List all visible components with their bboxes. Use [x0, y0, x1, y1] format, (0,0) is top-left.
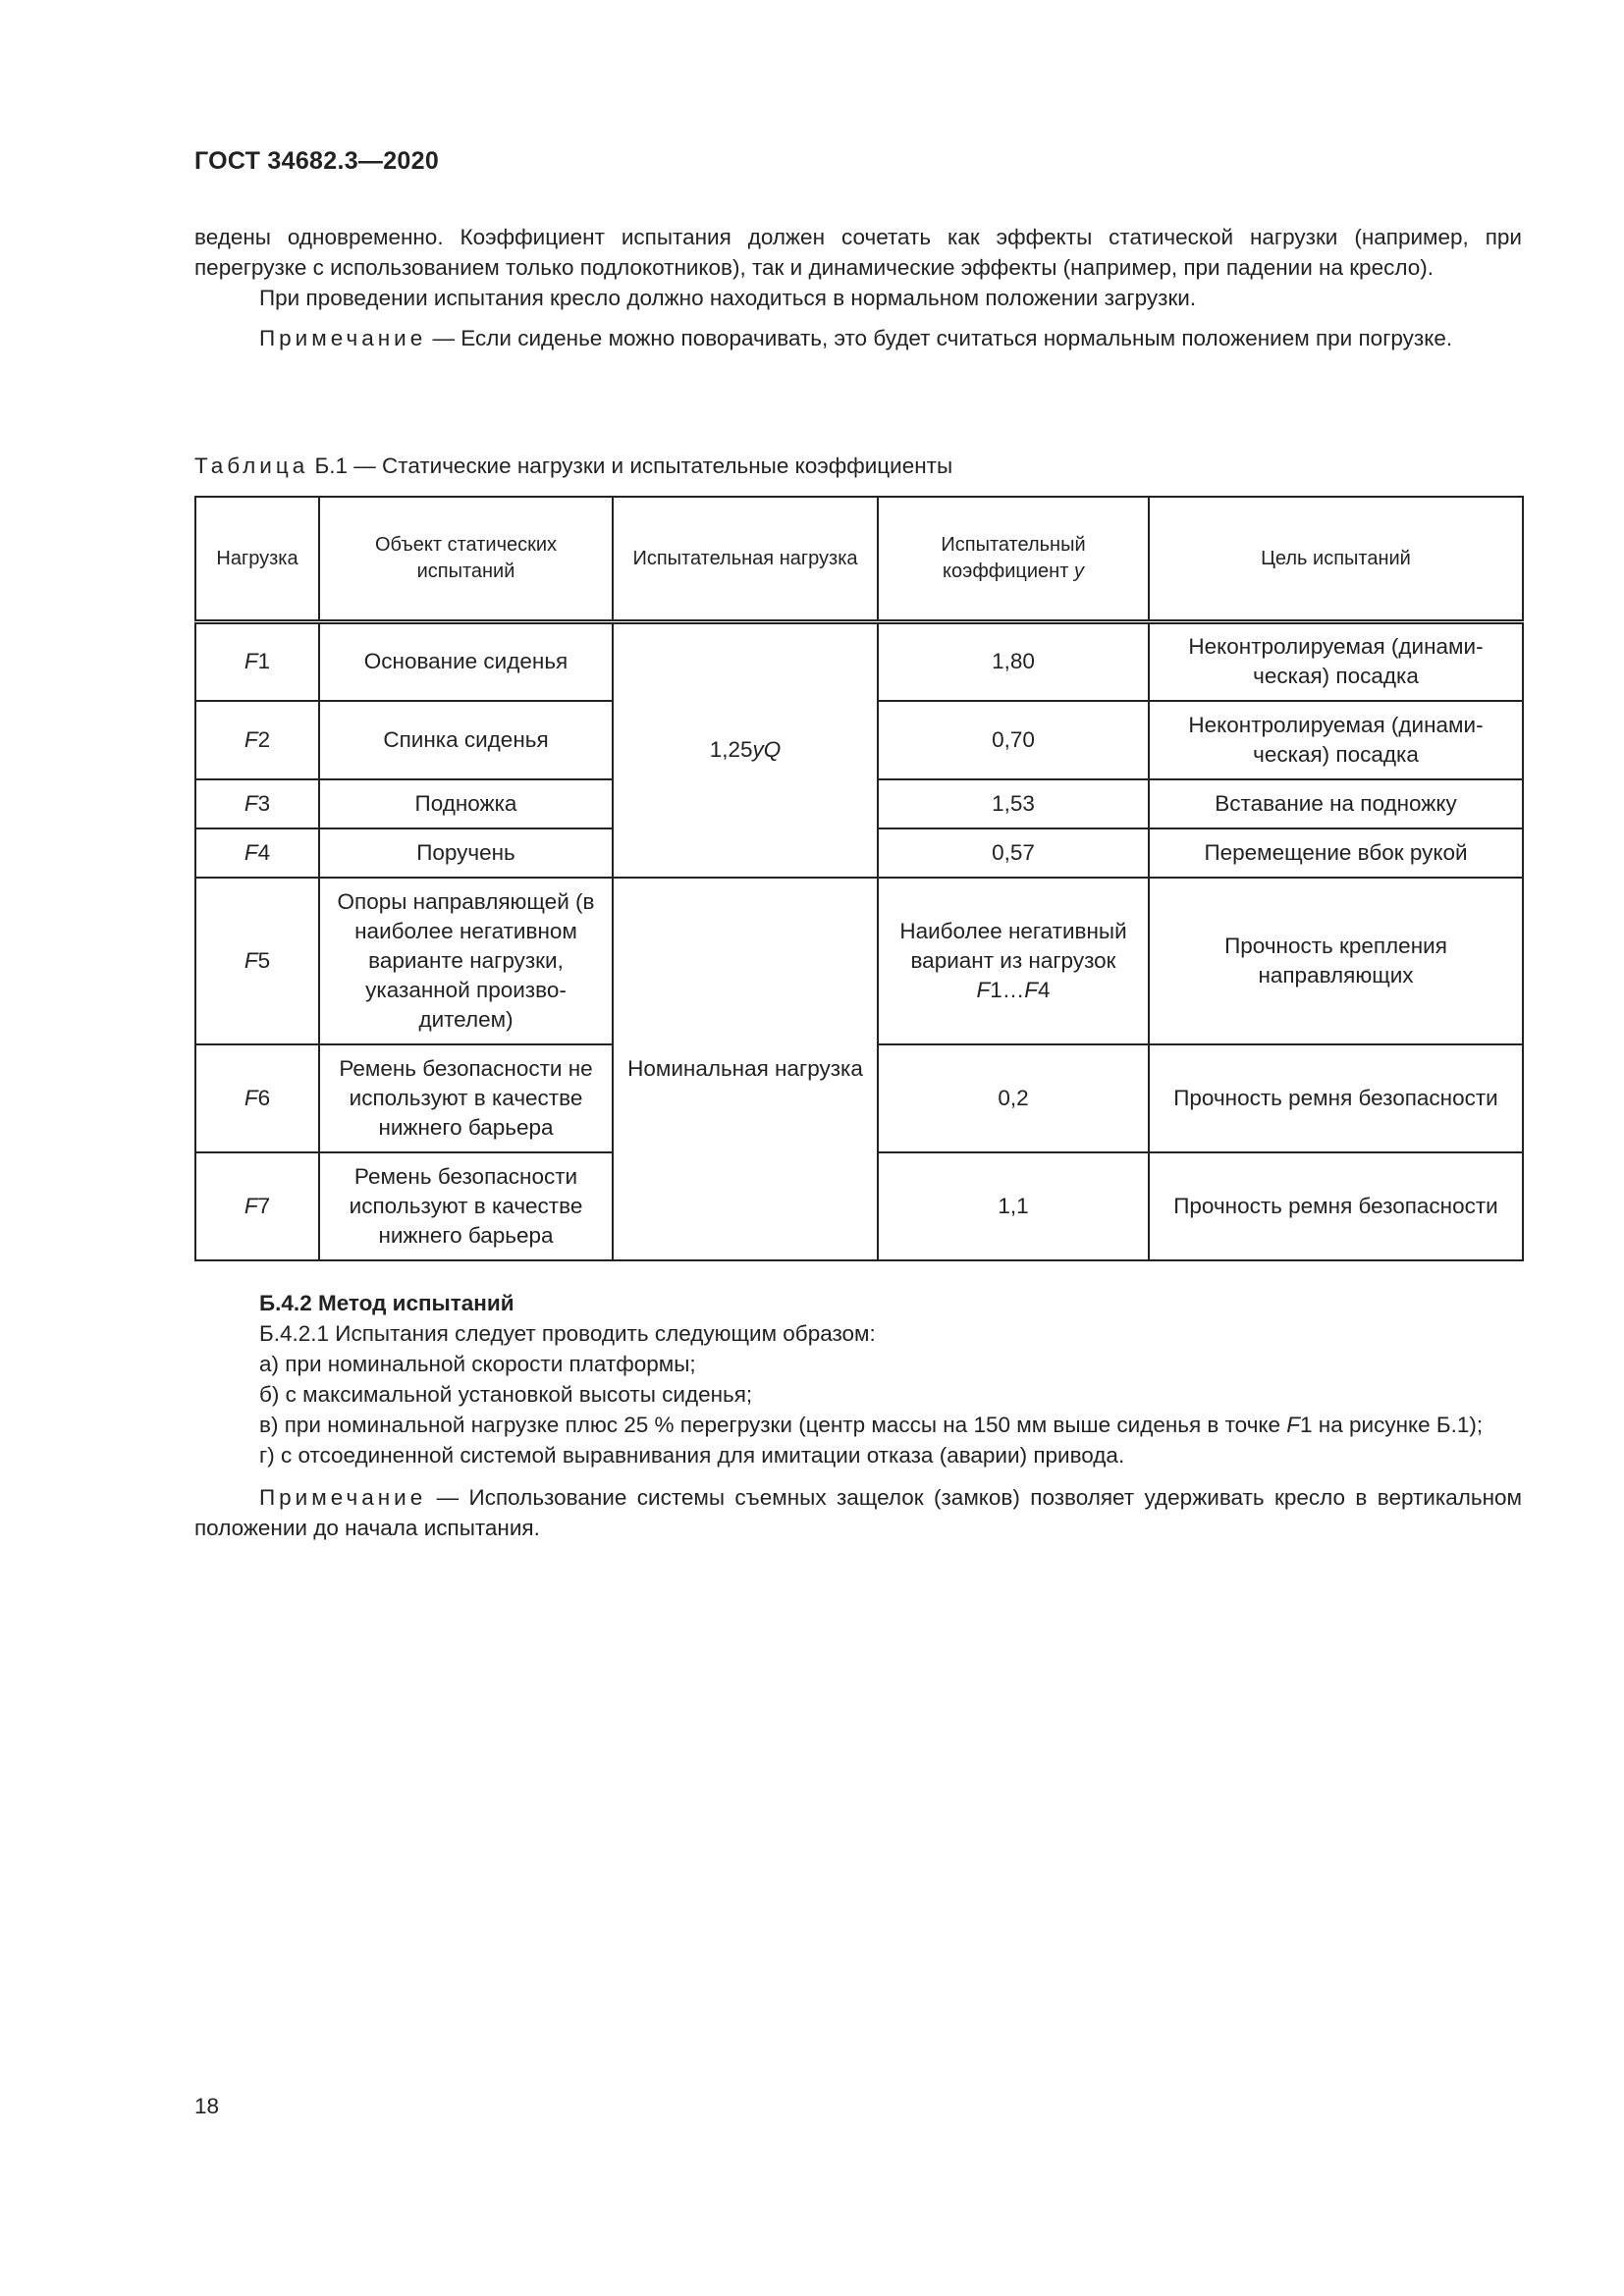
load-letter: F — [244, 947, 258, 973]
test-load-variable: yQ — [752, 737, 782, 763]
load-letter: F — [244, 790, 258, 816]
test-coefficient: 0,2 — [878, 1044, 1149, 1152]
intro-note — [194, 323, 1522, 353]
test-object: Основание сиденья — [319, 622, 613, 701]
static-loads-table — [194, 496, 1524, 1261]
table-row — [195, 878, 1523, 1044]
load-letter: F — [244, 726, 258, 752]
load-number: 4 — [257, 839, 271, 865]
load-id — [195, 1044, 319, 1152]
method-intro: Б.4.2.1 Испытания следует проводить следующим образом: — [259, 1321, 876, 1346]
note-label: Примечание — [259, 1485, 427, 1510]
test-object: Ремень безопасности используют в качестве нижнего барьера — [319, 1152, 613, 1260]
coefficient-f-letter: F — [1024, 977, 1038, 1002]
method-section — [194, 1288, 1522, 1543]
list-item: г) с отсоединенной системой выравнивания для имитации отказа (аварии) привода. — [259, 1443, 1125, 1468]
intro-paragraph-position: При проведении испытания кресло должно находиться в нормальном положении загрузки. — [259, 286, 1197, 310]
header-test-load: Испытательная нагрузка — [613, 497, 878, 622]
test-load-merged — [613, 622, 878, 878]
load-number: 6 — [257, 1085, 271, 1110]
load-letter: F — [244, 1085, 258, 1110]
list-item-text-end: 1 на рисунке Б.1); — [1300, 1413, 1484, 1437]
header-object: Объект статических испытаний — [319, 497, 613, 622]
test-purpose: Прочность ремня безопасности — [1149, 1152, 1523, 1260]
load-letter: F — [244, 1193, 258, 1218]
load-number: 3 — [257, 790, 271, 816]
load-number: 7 — [257, 1193, 271, 1218]
header-purpose: Цель испытаний — [1149, 497, 1523, 622]
test-purpose: Прочность ремня безопасности — [1149, 1044, 1523, 1152]
document-header: ГОСТ 34682.3—2020 — [194, 147, 440, 175]
method-note — [194, 1482, 1522, 1543]
load-number: 1 — [257, 649, 271, 674]
coefficient-f-letter: F — [976, 977, 991, 1002]
test-purpose: Неконтролируемая (динамическая) посадка — [1149, 701, 1523, 779]
intro-paragraph: ведены одновременно. Коэффициент испытания должен сочетать как эффекты статической нагрузки (например, при перегрузке с использованием только подлокотников), так и динамические эффекты (например, при падении на кресло). — [194, 225, 1522, 280]
load-id — [195, 1152, 319, 1260]
load-id — [195, 701, 319, 779]
coefficient-text: Наиболее негативный вариант из нагрузок — [899, 918, 1127, 973]
note-label: Примечание — [259, 326, 427, 350]
table-caption-label: Таблица — [194, 454, 309, 478]
test-purpose: Вставание на подножку — [1149, 779, 1523, 828]
load-id — [195, 779, 319, 828]
test-load-value: 1,25 — [709, 737, 753, 763]
load-id — [195, 878, 319, 1044]
coefficient-range: 1… — [990, 977, 1025, 1002]
test-coefficient: 0,57 — [878, 828, 1149, 878]
load-number: 5 — [257, 947, 271, 973]
test-object: Опоры направляющей (в наиболее негативном варианте нагрузки, указанной производителем) — [319, 878, 613, 1044]
table-caption-text: Б.1 — Статические нагрузки и испытательные коэффициенты — [308, 454, 953, 478]
list-item — [194, 1410, 1522, 1440]
test-coefficient: 1,53 — [878, 779, 1149, 828]
list-item-f-letter: F — [1286, 1413, 1301, 1437]
table-header-row — [195, 497, 1523, 622]
load-id — [195, 622, 319, 701]
list-item-text: в) при номинальной нагрузке плюс 25 % перегрузки (центр массы на 150 мм выше сиденья в точке — [259, 1413, 1287, 1437]
table-caption — [194, 454, 952, 479]
header-load: Нагрузка — [195, 497, 319, 622]
test-purpose: Неконтролируемая (динамическая) посадка — [1149, 622, 1523, 701]
test-purpose: Перемещение вбок рукой — [1149, 828, 1523, 878]
test-coefficient: 1,1 — [878, 1152, 1149, 1260]
list-item: а) при номинальной скорости платформы; — [259, 1352, 696, 1376]
test-object: Поручень — [319, 828, 613, 878]
header-coefficient-symbol: y — [1073, 561, 1084, 582]
header-coefficient-text: Испытательный коэффициент — [941, 534, 1086, 582]
test-object: Подножка — [319, 779, 613, 828]
note-text: — Использование системы съемных защелок (замков) позволяет удерживать кресло в вертикальном положении до начала испытания. — [194, 1485, 1522, 1540]
note-text: — Если сиденье можно поворачивать, это будет считаться нормальным положением при погрузке. — [426, 326, 1453, 350]
load-letter: F — [244, 839, 258, 865]
intro-section — [194, 222, 1522, 353]
list-item: б) с максимальной установкой высоты сиденья; — [259, 1382, 753, 1407]
page-number: 18 — [194, 2094, 220, 2118]
test-object: Спинка сиденья — [319, 701, 613, 779]
load-number: 2 — [257, 726, 271, 752]
table-row — [195, 622, 1523, 701]
header-coefficient — [878, 497, 1149, 622]
test-object: Ремень безопасности не используют в качестве нижнего барьера — [319, 1044, 613, 1152]
section-title: Б.4.2 Метод испытаний — [259, 1291, 514, 1315]
test-purpose: Прочность крепления направляющих — [1149, 878, 1523, 1044]
coefficient-range-end: 4 — [1038, 977, 1051, 1002]
test-coefficient: 0,70 — [878, 701, 1149, 779]
load-letter: F — [244, 649, 258, 674]
load-id — [195, 828, 319, 878]
test-coefficient: 1,80 — [878, 622, 1149, 701]
test-coefficient — [878, 878, 1149, 1044]
test-load-merged-nominal: Номинальная нагрузка — [613, 878, 878, 1260]
